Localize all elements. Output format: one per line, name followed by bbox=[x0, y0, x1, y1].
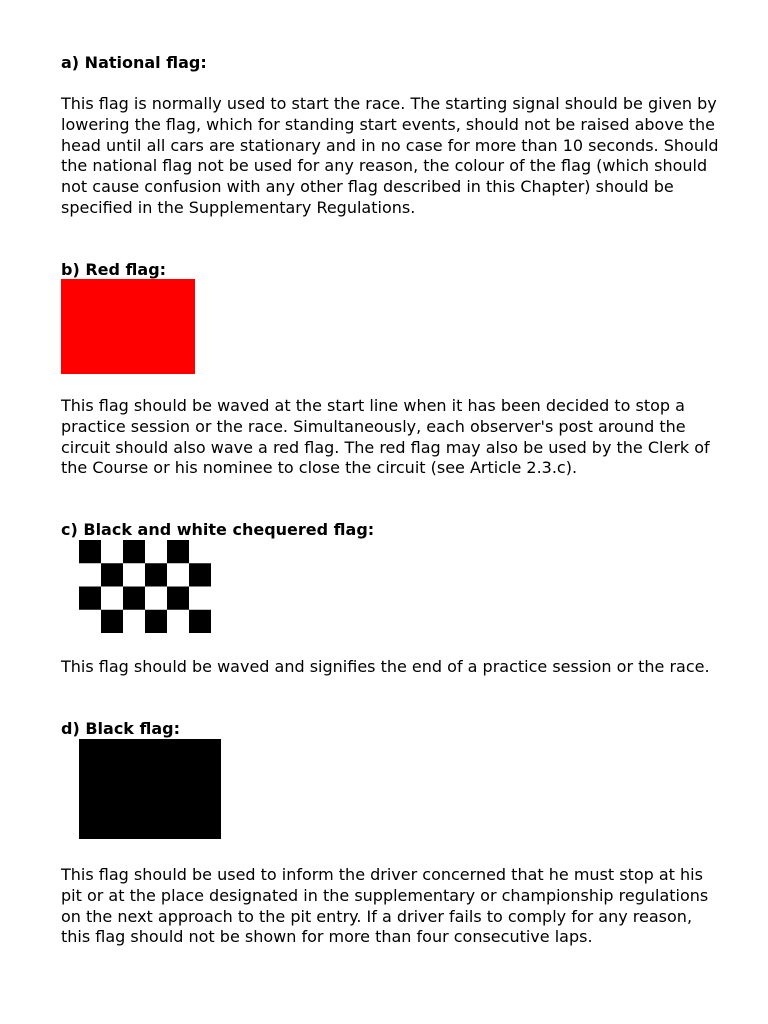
heading-chequered-flag: c) Black and white chequered flag: bbox=[61, 520, 375, 539]
chequered-square bbox=[189, 587, 211, 611]
paragraph-red-flag: This flag should be waved at the start line when it has been decided to stop a practice session or the race. Simultaneously, each observer's post around the circuit should also wave a red flag. The red flag may also be used by the Clerk of the Course or his nominee to close the circuit (see Article 2.3.c). bbox=[61, 396, 710, 478]
chequered-flag-image bbox=[79, 540, 211, 633]
chequered-square bbox=[145, 563, 167, 587]
chequered-square bbox=[167, 587, 189, 611]
chequered-square bbox=[79, 563, 101, 587]
chequered-square bbox=[189, 540, 211, 564]
heading-black-flag: d) Black flag: bbox=[61, 719, 181, 738]
chequered-flag-svg bbox=[79, 540, 211, 633]
heading-national-flag: a) National flag: bbox=[61, 53, 207, 72]
chequered-square bbox=[79, 587, 101, 611]
chequered-square bbox=[123, 540, 145, 564]
chequered-square bbox=[189, 610, 211, 633]
chequered-square bbox=[145, 540, 167, 564]
chequered-square bbox=[123, 610, 145, 633]
chequered-square bbox=[101, 587, 123, 611]
chequered-square bbox=[101, 563, 123, 587]
paragraph-national-flag: This flag is normally used to start the race. The starting signal should be given by lowering the flag, which for standing start events, should not be raised above the head until all cars are stationary and in no case for more than 10 seconds. Should the national flag not be used for any reason, the colour of the flag (which should not cause confusion with any other flag described in this Chapter) should be specified in the Supplementary Regulations. bbox=[61, 94, 719, 217]
chequered-square bbox=[79, 540, 101, 564]
chequered-square bbox=[79, 610, 101, 633]
black-flag-image bbox=[79, 739, 221, 839]
chequered-square bbox=[101, 610, 123, 633]
chequered-square bbox=[189, 563, 211, 587]
heading-red-flag: b) Red flag: bbox=[61, 260, 167, 279]
chequered-square bbox=[123, 587, 145, 611]
paragraph-black-flag: This flag should be used to inform the driver concerned that he must stop at his pit or at the place designated in the supplementary or championship regulations on the next approach to the pit entry. If a driver fails to comply for any reason, this flag should not be shown for more than four consecutive laps. bbox=[61, 865, 709, 947]
chequered-square bbox=[145, 610, 167, 633]
chequered-square bbox=[123, 563, 145, 587]
chequered-square bbox=[101, 540, 123, 564]
chequered-square bbox=[145, 587, 167, 611]
chequered-square bbox=[167, 563, 189, 587]
chequered-square bbox=[167, 540, 189, 564]
paragraph-chequered-flag: This flag should be waved and signifies the end of a practice session or the race. bbox=[61, 657, 710, 676]
chequered-square bbox=[167, 610, 189, 633]
red-flag-image bbox=[61, 279, 195, 374]
